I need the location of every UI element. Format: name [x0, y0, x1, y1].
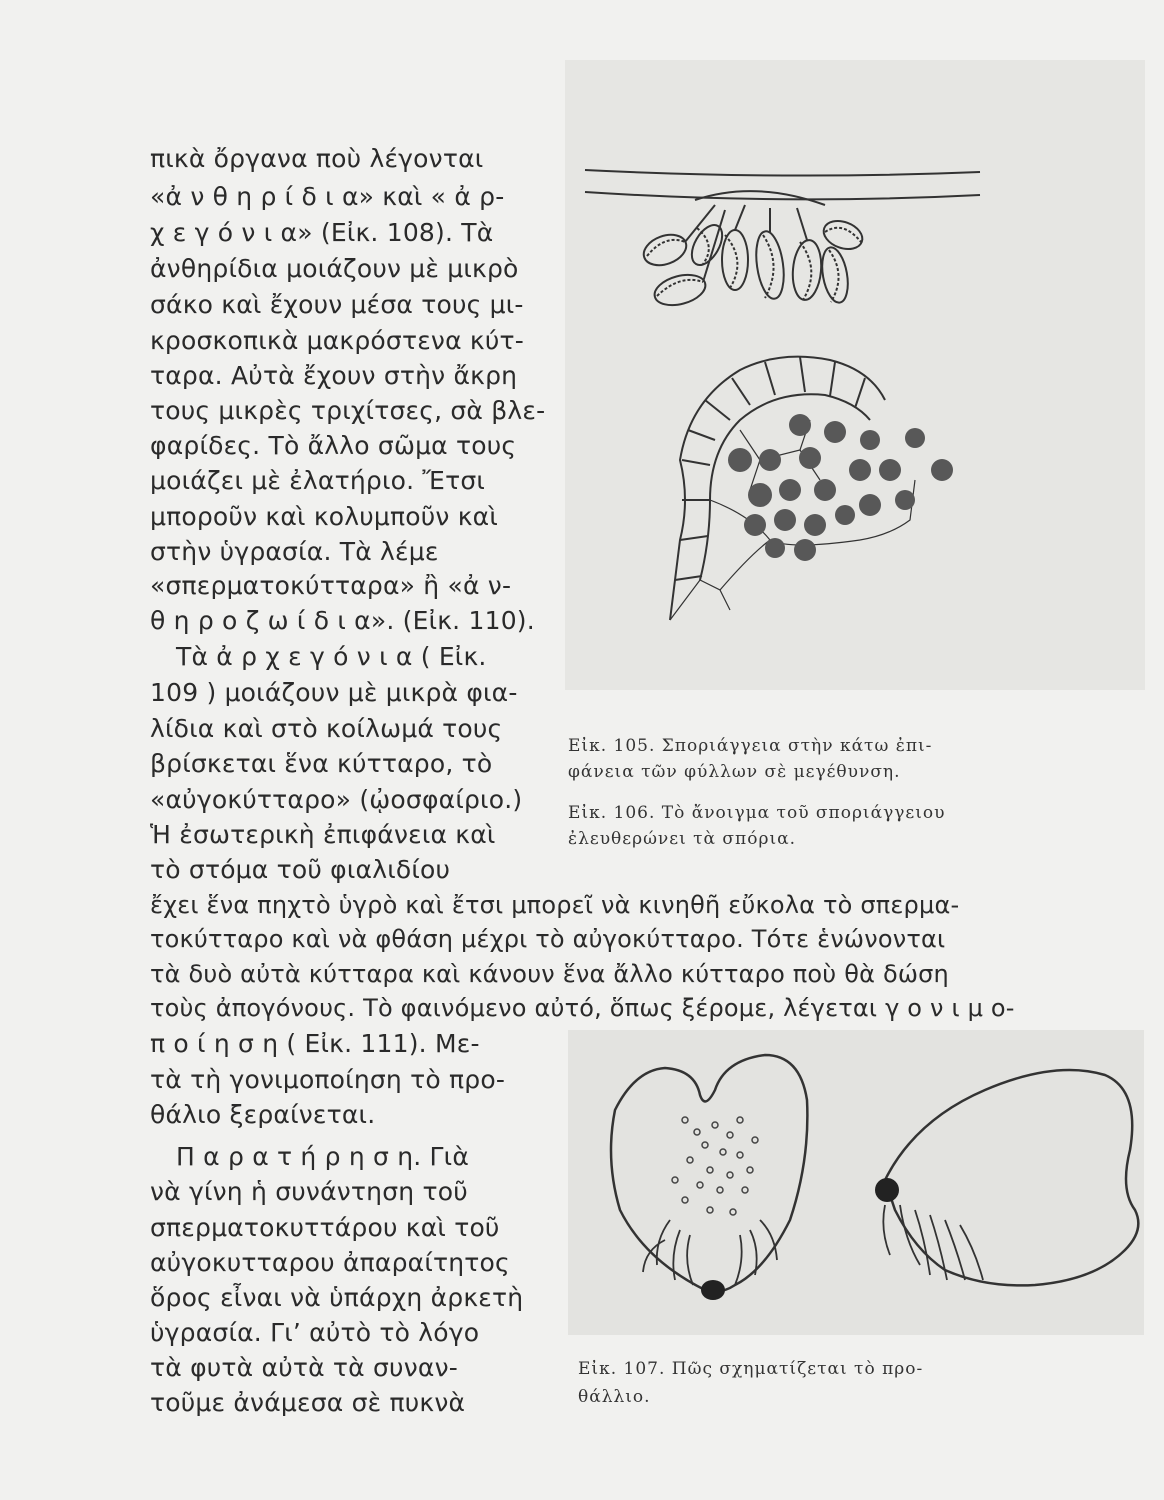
text-line: τοὺς ἀπογόνους. Τὸ φαινόμενο αὐτό, ὅπως ξέρομε, λέγεται γ ο ν ι μ ο- [150, 994, 1015, 1022]
text-line: ἔχει ἕνα πηχτὸ ὑγρὸ καὶ ἔτσι μπορεῖ νὰ κινηθῆ εὔκολα τὸ σπερμα- [150, 891, 960, 919]
sporangia-illustration [585, 150, 985, 350]
text-line: θ η ρ ο ζ ω ί δ ι α». (Εἰκ. 110). [150, 606, 535, 635]
sporangium [818, 245, 851, 304]
text-line: τὰ φυτὰ αὐτὰ τὰ συναν- [150, 1353, 458, 1382]
text-line: «σπερματοκύτταρα» ἢ «ἀ ν- [150, 571, 512, 600]
text-line: σπερματοκυττάρου καὶ τοῦ [150, 1213, 500, 1242]
text-line: λίδια καὶ στὸ κοίλωμά τους [150, 714, 503, 743]
embryo-dot [875, 1178, 899, 1202]
caption-fig106-line2: ἐλευθερώνει τὰ σπόρια. [568, 829, 796, 849]
text-line: «αὐγοκύτταρο» (ᾠοσφαίριο.) [150, 785, 523, 814]
text-line: ὅρος εἶναι νὰ ὑπάρχη ἀρκετὴ [150, 1283, 524, 1312]
text-line: 109 ) μοιάζουν μὲ μικρὰ φια- [150, 678, 518, 707]
embryo-dot [701, 1280, 725, 1300]
text-line: κροσκοπικὰ μακρόστενα κύτ- [150, 326, 524, 355]
open-sporangium-illustration [660, 340, 980, 620]
text-line: Τὰ ἀ ρ χ ε γ ό ν ι α ( Εἰκ. [176, 642, 487, 671]
caption-fig107-line1: Εἰκ. 107. Πῶς σχηματίζεται τὸ προ- [578, 1359, 924, 1379]
caption-fig107-line2: θάλλιο. [578, 1387, 651, 1407]
text-line: ἀνθηρίδια μοιάζουν μὲ μικρὸ [150, 254, 519, 283]
text-line: τὰ τὴ γονιμοποίηση τὸ προ- [150, 1065, 506, 1094]
text-line: Ἡ ἐσωτερικὴ ἐπιφάνεια καὶ [150, 820, 496, 849]
text-line: τους μικρὲς τριχίτσες, σὰ βλε- [150, 396, 546, 425]
text-line: φαρίδες. Τὸ ἄλλο σῶμα τους [150, 431, 517, 460]
sporangium [790, 208, 823, 301]
caption-fig105-line2: φάνεια τῶν φύλλων σὲ μεγέθυνση. [568, 762, 901, 782]
text-line: π ο ί η σ η ( Εἰκ. 111). Με- [150, 1029, 480, 1058]
text-line: αὐγοκυτταρου ἀπαραίτητος [150, 1248, 510, 1277]
text-line: μποροῦν καὶ κολυμποῦν καὶ [150, 502, 499, 531]
text-line: τὰ δυὸ αὐτὰ κύτταρα καὶ κάνουν ἕνα ἄλλο κύτταρο ποὺ θὰ δώση [150, 960, 949, 988]
caption-fig106-line1: Εἰκ. 106. Τὸ ἄνοιγμα τοῦ σποριάγγειου [568, 803, 946, 823]
prothallium-illustration [585, 1040, 1145, 1320]
spore-cluster [728, 414, 953, 561]
text-line: πικὰ ὄργανα ποὺ λέγονται [150, 144, 484, 173]
sporangium [640, 205, 715, 271]
text-line: μοιάζει μὲ ἐλατήριο. Ἔτσι [150, 466, 486, 495]
sporangium [722, 205, 748, 290]
text-line: τοῦμε ἀνάμεσα σὲ πυκνὰ [150, 1388, 466, 1417]
text-line: Π α ρ α τ ή ρ η σ η. Γιὰ [176, 1142, 470, 1171]
text-line: τὸ στόμα τοῦ φιαλιδίου [150, 855, 451, 884]
text-line: ταρα. Αὐτὰ ἔχουν στὴν ἄκρη [150, 361, 518, 390]
text-line: τοκύτταρο καὶ νὰ φθάση μέχρι τὸ αὐγοκύτταρο. Τότε ἑνώνονται [150, 925, 946, 953]
text-line: χ ε γ ό ν ι α» (Εἰκ. 108). Τὰ [150, 218, 494, 247]
text-line: νὰ γίνη ἡ συνάντηση τοῦ [150, 1177, 468, 1206]
caption-fig105-line1: Εἰκ. 105. Σποριάγγεια στὴν κάτω ἐπι- [568, 736, 933, 756]
text-line: στὴν ὑγρασία. Τὰ λέμε [150, 537, 439, 566]
text-line: θάλιο ξεραίνεται. [150, 1100, 376, 1129]
text-line: σάκο καὶ ἔχουν μέσα τους μι- [150, 290, 524, 319]
text-line: βρίσκεται ἕνα κύτταρο, τὸ [150, 749, 493, 778]
sporangium [752, 208, 787, 300]
archegonia-dots [672, 1117, 758, 1215]
text-line: ὑγρασία. Γι’ αὐτὸ τὸ λόγο [150, 1318, 480, 1347]
text-line: «ἀ ν θ η ρ ί δ ι α» καὶ « ἀ ρ- [150, 182, 505, 211]
